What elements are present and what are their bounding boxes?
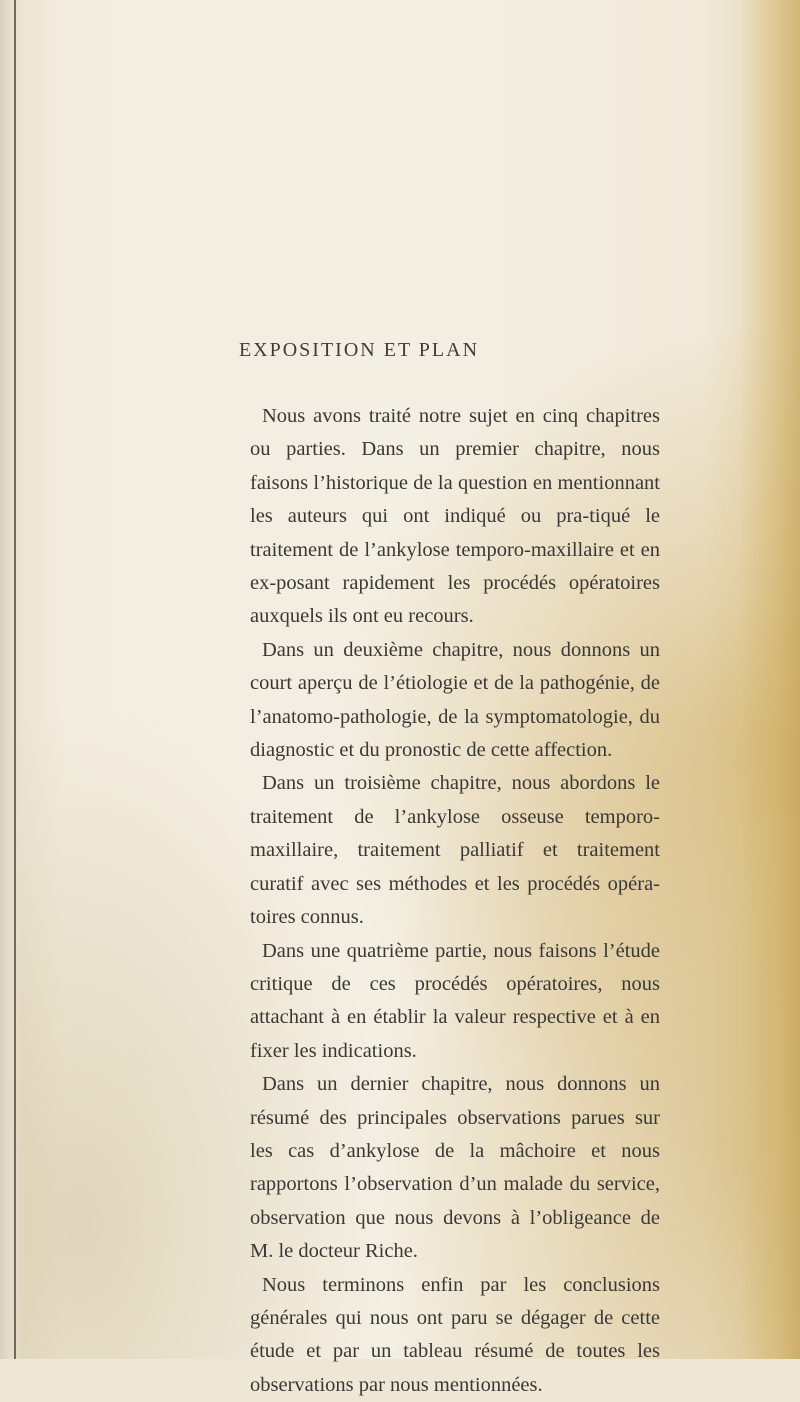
page-binding-line [14,0,16,1359]
body-text [250,400,660,1402]
page-title: EXPOSITION ET PLAN [238,339,480,361]
paragraph-6: Nous terminons enfin par les conclusions générales qui nous ont paru se dégager de cette étude et par un tableau résumé de toutes les observations par nous mentionnées. [250,1273,660,1396]
paragraph-1: Nous avons traité notre sujet en cinq chapitres ou parties. Dans un premier chapitre, nous faisons l’historique de la question en mentionnant les auteurs qui ont indiqué ou pra-tiqué le traitement de l’ankylose temporo-maxillaire et en ex-posant rapidement les procédés opératoires auxquels ils ont eu recours. [250,405,660,628]
paragraph-5: Dans un dernier chapitre, nous donnons un résumé des principales observations parues sur les cas d’ankylose de la mâchoire et nous rapportons l’observation d’un malade du service, observation que nous devons à l’obligeance de M. le docteur Riche. [250,1073,660,1263]
paragraph-4: Dans une quatrième partie, nous faisons l’étude critique de ces procédés opératoires, nous attachant à en établir la valeur respective et à en fixer les indications. [250,939,660,1062]
page-stain [740,0,800,1359]
page-binding-edge [0,0,22,1359]
paragraph-2: Dans un deuxième chapitre, nous donnons un court aperçu de l’étiologie et de la pathogénie, de l’anatomo-pathologie, de la symptomatologie, du diagnostic et du pronostic de cette affection. [250,638,660,762]
paragraph-3: Dans un troisième chapitre, nous abordons le traitement de l’ankylose osseuse temporo-maxillaire, traitement palliatif et traitement curatif avec ses méthodes et les procédés opéra-toires connus. [250,772,660,929]
